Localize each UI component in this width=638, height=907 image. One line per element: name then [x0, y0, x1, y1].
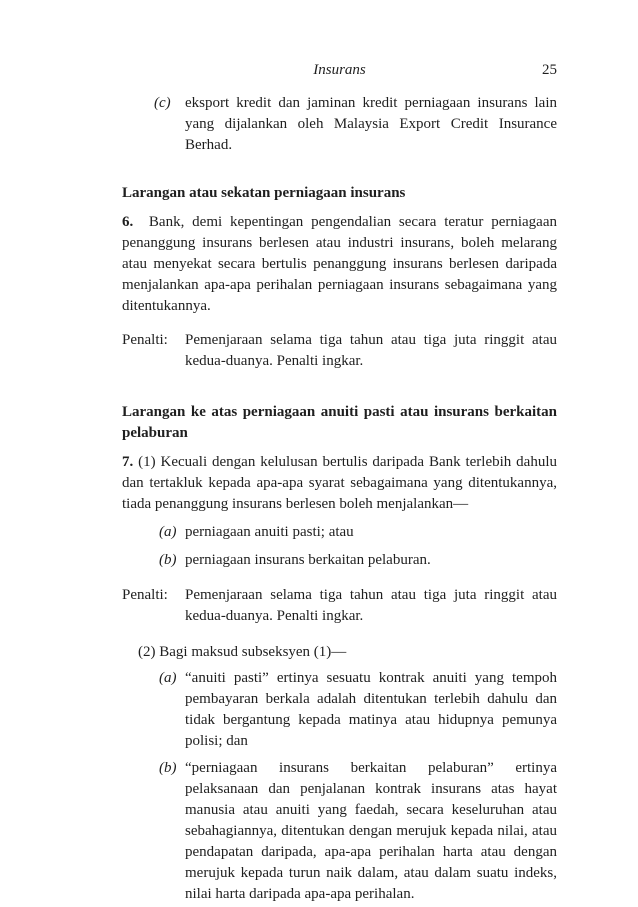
clause-text: eksport kredit dan jaminan kredit perniagaan insurans lain yang dijalankan oleh Malaysia Export Credit Insurance Berhad.: [185, 95, 557, 153]
section-6-heading: Larangan atau sekatan perniagaan insurans: [122, 185, 406, 201]
penalty-label: Penalti:: [122, 587, 168, 603]
section-6-text: [122, 212, 557, 317]
list-item: [122, 550, 557, 571]
item-text: perniagaan anuiti pasti; atau: [185, 524, 354, 540]
item-label: (b): [159, 552, 177, 568]
definition-item: [122, 758, 557, 905]
item-label: (b): [159, 760, 177, 776]
section-number: 6.: [122, 214, 134, 230]
section-7-heading: Larangan ke atas perniagaan anuiti pasti atau insurans berkaitan pelaburan: [122, 404, 557, 441]
document-body: [122, 93, 557, 905]
item-label: (a): [159, 524, 177, 540]
section-7-penalty: [122, 585, 557, 627]
section-6-body: Bank, demi kepentingan pengendalian secara teratur perniagaan penanggung insurans berlesen atau industri insurans, boleh melarang atau menyekat secara bertulis penanggung insurans berlesen daripada menjalankan apa-apa perihalan perniagaan insurans sebagaimana yang ditentukannya.: [122, 214, 558, 314]
penalty-label: Penalti:: [122, 332, 168, 348]
item-text: “anuiti pasti” ertinya sesuatu kontrak anuiti yang tempoh pembayaran berkala adalah ditentukan terlebih dahulu dan tidak bergantung kepada matinya atau hidupnya pemunya polisi; dan: [185, 670, 557, 749]
clause-c: [122, 93, 557, 156]
clause-label: (c): [154, 95, 171, 111]
penalty-text: Pemenjaraan selama tiga tahun atau tiga juta ringgit atau kedua-duanya. Penalti ingkar.: [185, 332, 557, 369]
penalty-text: Pemenjaraan selama tiga tahun atau tiga juta ringgit atau kedua-duanya. Penalti ingkar.: [185, 587, 557, 624]
section-7-intro: [122, 452, 557, 515]
page-number: 25: [542, 62, 557, 78]
section-number: 7.: [122, 454, 134, 470]
item-text: “perniagaan insurans berkaitan pelaburan” ertinya pelaksanaan dan penjalanan kontrak insurans atas hayat manusia atau anuiti yang faedah, secara keseluruhan atau sebahagiannya, ditentukan dengan merujuk kepada nilai, atau pendapatan daripada, apa-apa perihalan harta atau dengan merujuk kepada turun naik dalam, atau dalam suatu indeks, nilai harta daripada apa-apa perihalan.: [185, 760, 557, 902]
running-title: Insurans: [313, 62, 366, 78]
section-6-penalty: [122, 330, 557, 372]
definition-item: [122, 668, 557, 752]
item-label: (a): [159, 670, 177, 686]
running-head: [122, 62, 557, 82]
list-item: [122, 522, 557, 543]
section-7-intro-text: (1) Kecuali dengan kelulusan bertulis daripada Bank terlebih dahulu dan tertakluk kepada apa-apa syarat sebagaimana yang ditentukannya, tiada penanggung insurans berlesen boleh menjalankan—: [122, 454, 557, 512]
subsection-2: (2) Bagi maksud subseksyen (1)—: [138, 644, 347, 660]
item-text: perniagaan insurans berkaitan pelaburan.: [185, 552, 431, 568]
